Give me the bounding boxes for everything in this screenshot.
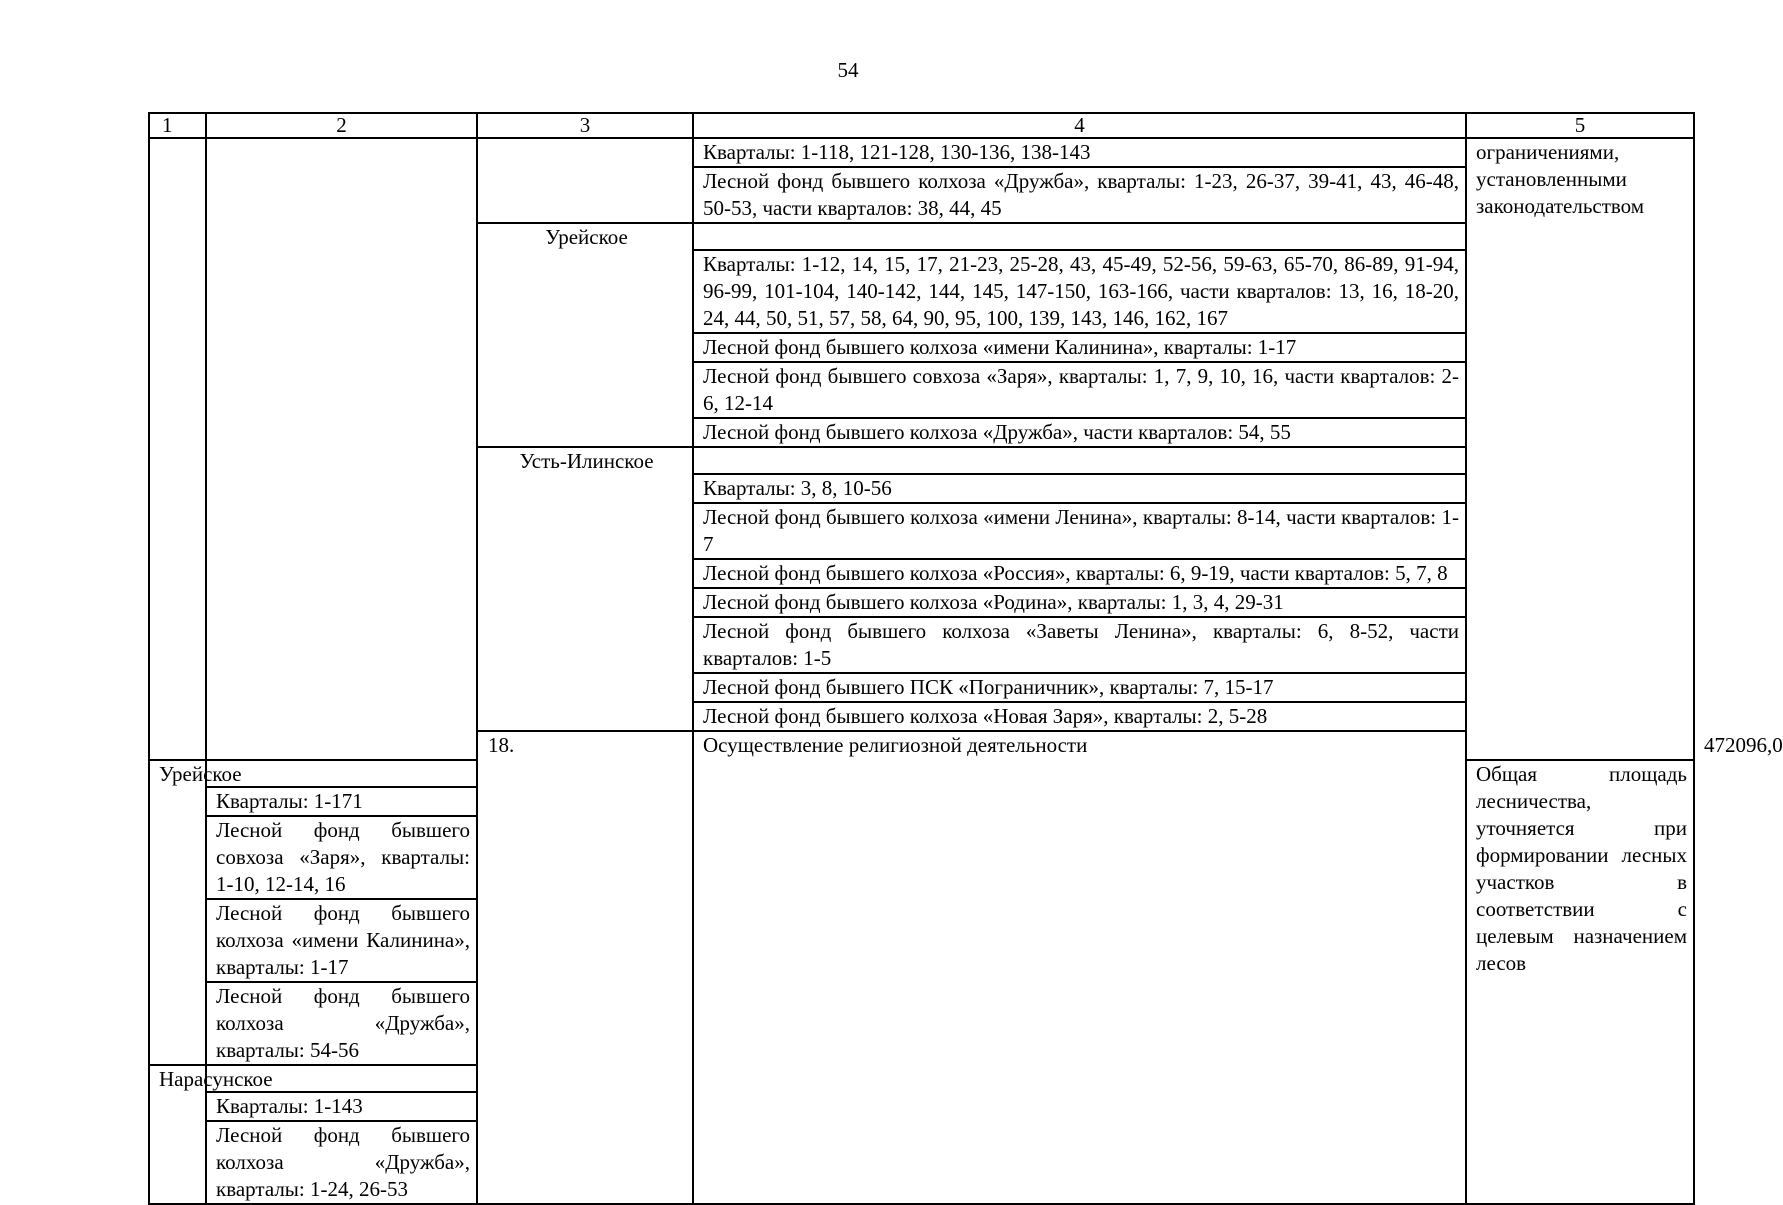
number-cell	[149, 138, 206, 760]
forest-zones-table	[148, 112, 1783, 1205]
activity-cell: Осуществление религиозной деятельности	[693, 731, 1466, 1204]
quarters-cell: Кварталы: 3, 8, 10-56	[693, 474, 1466, 503]
note-cell: ограничениями, установленными законодательством	[1466, 138, 1694, 760]
district-cell	[477, 138, 693, 223]
quarters-cell: Лесной фонд бывшего колхоза «Родина», кварталы: 1, 3, 4, 29-31	[693, 588, 1466, 617]
district-cell-ureyskoe: Урейское	[149, 760, 206, 1065]
header-cell-1: 1	[149, 113, 206, 138]
district-cell-ust-ilinskoe: Усть-Илинское	[477, 447, 693, 731]
table-row-18: 18. Осуществление религиозной деятельности 472096,0	[149, 731, 1694, 760]
row-number: 18.	[477, 731, 693, 1204]
quarters-cell: Лесной фонд бывшего колхоза «Заветы Ленина», кварталы: 6, 8-52, части кварталов: 1-5	[693, 617, 1466, 673]
quarters-cell-empty	[206, 760, 477, 787]
quarters-cell: Лесной фонд бывшего колхоза «имени Калинина», кварталы: 1-17	[206, 899, 477, 982]
quarters-cell: Лесной фонд бывшего совхоза «Заря», кварталы: 1, 7, 9, 10, 16, части кварталов: 2-6, 12-14	[693, 362, 1466, 418]
quarters-cell: Лесной фонд бывшего колхоза «Дружба», части кварталов: 54, 55	[693, 418, 1466, 447]
header-cell-4: 4	[693, 113, 1466, 138]
header-cell-2: 2	[206, 113, 477, 138]
quarters-cell: Лесной фонд бывшего колхоза «Дружба», кварталы: 1-23, 26-37, 39-41, 43, 46-48, 50-53, части кварталов: 38, 44, 45	[693, 167, 1466, 223]
district-cell-ureyskoe: Урейское	[477, 223, 693, 447]
quarters-cell: Лесной фонд бывшего колхоза «Россия», кварталы: 6, 9-19, части кварталов: 5, 7, 8	[693, 559, 1466, 588]
district-cell-narasunskoe: Нарасунское	[149, 1065, 206, 1204]
quarters-cell: Лесной фонд бывшего колхоза «имени Ленина», кварталы: 8-14, части кварталов: 1-7	[693, 503, 1466, 559]
quarters-cell-empty	[693, 447, 1466, 474]
quarters-cell: Лесной фонд бывшего колхоза «имени Калинина», кварталы: 1-17	[693, 333, 1466, 362]
quarters-cell: Кварталы: 1-143	[206, 1092, 477, 1121]
quarters-cell: Кварталы: 1-12, 14, 15, 17, 21-23, 25-28, 43, 45-49, 52-56, 59-63, 65-70, 86-89, 91-94, 96-99, 101-104, 140-142, 144, 145, 147-150, 163-166, части кварталов: 13, 16, 18-20, 24, 44, 50, 51, 57, 58, 64, 90, 95, 100, 139, 143, 146, 162, 167	[693, 250, 1466, 333]
header-row	[149, 113, 1694, 138]
quarters-cell: Лесной фонд бывшего колхоза «Новая Заря», кварталы: 2, 5-28	[693, 702, 1466, 731]
quarters-cell: Лесной фонд бывшего колхоза «Дружба», кварталы: 1-24, 26-53	[206, 1121, 477, 1204]
quarters-cell: Кварталы: 1-171	[206, 787, 477, 816]
note-cell: Общая площадь лесничества, уточняется при формировании лесных участков в соответствии с целевым назначением лесов	[1466, 760, 1694, 1204]
quarters-cell: Лесной фонд бывшего ПСК «Пограничник», кварталы: 7, 15-17	[693, 673, 1466, 702]
quarters-cell: Кварталы: 1-118, 121-128, 130-136, 138-143	[693, 138, 1466, 167]
header-cell-3: 3	[477, 113, 693, 138]
header-cell-5: 5	[1466, 113, 1694, 138]
activity-cell	[206, 138, 477, 760]
quarters-cell: Лесной фонд бывшего колхоза «Дружба», кварталы: 54-56	[206, 982, 477, 1065]
quarters-cell-empty	[693, 223, 1466, 250]
table-row	[149, 138, 1694, 167]
page-number: 54	[837, 58, 859, 82]
quarters-cell: Лесной фонд бывшего совхоза «Заря», кварталы: 1-10, 12-14, 16	[206, 816, 477, 899]
